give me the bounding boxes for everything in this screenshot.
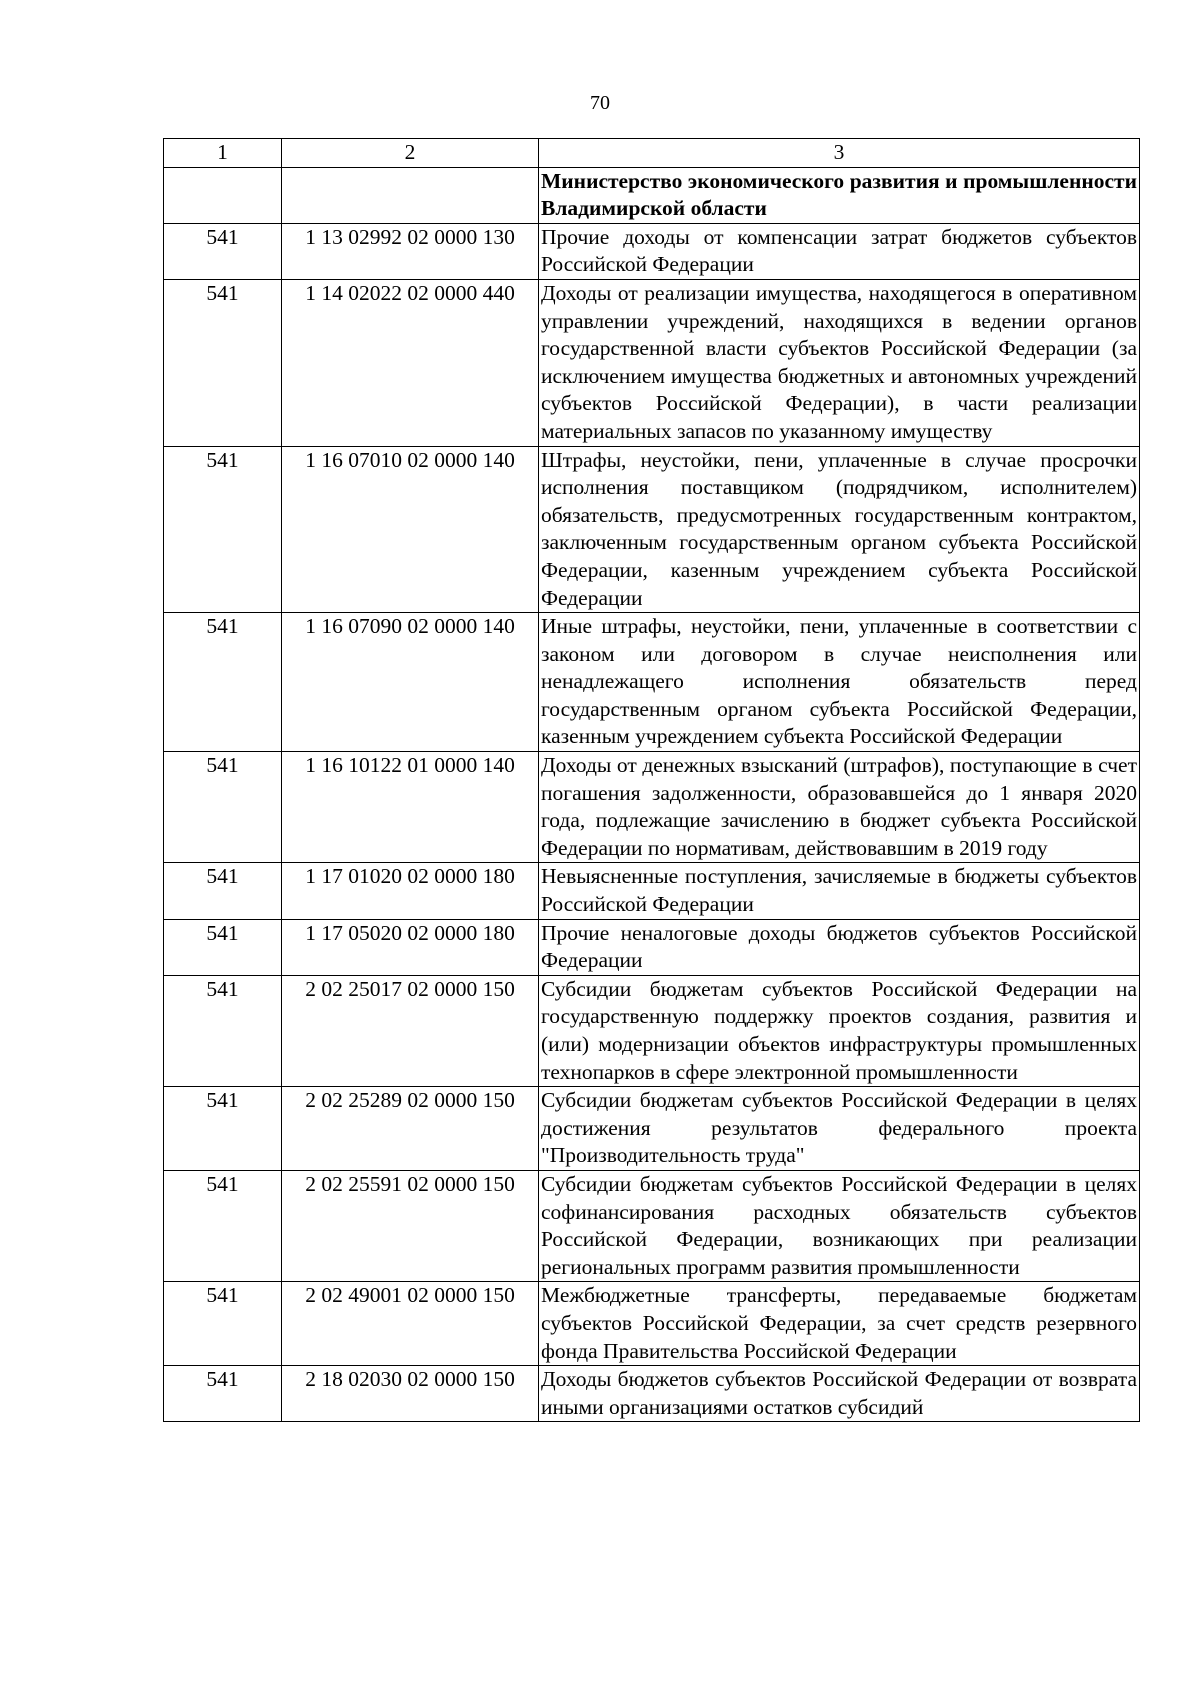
revenue-name-cell: Доходы от реализации имущества, находящегося в оперативном управлении учреждений, находящихся в ведении органов государственной власти субъектов Российской Федерации (за исключением имущества бюджетных и автономных учреждений субъектов Российской Федерации), в части реализации материальных запасов по указанному имуществу	[539, 279, 1140, 446]
table-row	[164, 223, 1140, 279]
column-number-row	[164, 139, 1140, 168]
revenue-name-cell: Штрафы, неустойки, пени, уплаченные в случае просрочки исполнения поставщиком (подрядчиком, исполнителем) обязательств, предусмотренных государственным контрактом, заключенным государственным органом субъекта Российской Федерации, казенным учреждением субъекта Российской Федерации	[539, 446, 1140, 613]
column-number-2: 2	[282, 139, 539, 168]
admin-code-cell: 541	[164, 279, 282, 446]
revenue-code-cell: 1 16 07010 02 0000 140	[282, 446, 539, 613]
revenue-code-cell: 2 02 25591 02 0000 150	[282, 1170, 539, 1281]
section-title: Министерство экономического развития и промышленности Владимирской области	[539, 167, 1140, 223]
revenue-name-cell: Прочие неналоговые доходы бюджетов субъектов Российской Федерации	[539, 919, 1140, 975]
admin-code-cell: 541	[164, 613, 282, 752]
revenue-code-cell: 2 02 25017 02 0000 150	[282, 975, 539, 1086]
revenue-code-cell: 2 02 49001 02 0000 150	[282, 1282, 539, 1366]
table-row	[164, 613, 1140, 752]
section-title-empty-cell	[282, 167, 539, 223]
page-number: 70	[590, 92, 610, 114]
section-title-empty-cell	[164, 167, 282, 223]
revenue-code-cell: 2 02 25289 02 0000 150	[282, 1087, 539, 1171]
revenue-name-cell: Доходы бюджетов субъектов Российской Федерации от возврата иными организациями остатков субсидий	[539, 1366, 1140, 1422]
revenue-name-cell: Субсидии бюджетам субъектов Российской Федерации в целях софинансирования расходных обязательств субъектов Российской Федерации, возникающих при реализации региональных программ развития промышленности	[539, 1170, 1140, 1281]
revenue-name-cell: Невыясненные поступления, зачисляемые в бюджеты субъектов Российской Федерации	[539, 863, 1140, 919]
revenue-name-cell: Субсидии бюджетам субъектов Российской Федерации в целях достижения результатов федерального проекта "Производительность труда"	[539, 1087, 1140, 1171]
admin-code-cell: 541	[164, 752, 282, 863]
revenue-code-cell: 1 16 07090 02 0000 140	[282, 613, 539, 752]
admin-code-cell: 541	[164, 975, 282, 1086]
table-row	[164, 752, 1140, 863]
table-row	[164, 446, 1140, 613]
column-number-3: 3	[539, 139, 1140, 168]
admin-code-cell: 541	[164, 1087, 282, 1171]
table-body	[164, 139, 1140, 1422]
admin-code-cell: 541	[164, 223, 282, 279]
admin-code-cell: 541	[164, 446, 282, 613]
table-row	[164, 279, 1140, 446]
revenue-name-cell: Субсидии бюджетам субъектов Российской Федерации на государственную поддержку проектов создания, развития и (или) модернизации объектов инфраструктуры промышленных технопарков в сфере электронной промышленности	[539, 975, 1140, 1086]
revenue-code-cell: 1 17 05020 02 0000 180	[282, 919, 539, 975]
revenue-name-cell: Иные штрафы, неустойки, пени, уплаченные в соответствии с законом или договором в случае неисполнения или ненадлежащего исполнения обязательств перед государственным органом субъекта Российской Федерации, казенным учреждением субъекта Российской Федерации	[539, 613, 1140, 752]
table-row	[164, 1170, 1140, 1281]
admin-code-cell: 541	[164, 1170, 282, 1281]
revenue-code-cell: 1 17 01020 02 0000 180	[282, 863, 539, 919]
revenue-code-cell: 1 14 02022 02 0000 440	[282, 279, 539, 446]
admin-code-cell: 541	[164, 1366, 282, 1422]
table-row	[164, 1282, 1140, 1366]
table-row	[164, 975, 1140, 1086]
admin-code-cell: 541	[164, 1282, 282, 1366]
admin-code-cell: 541	[164, 919, 282, 975]
revenue-code-cell: 1 16 10122 01 0000 140	[282, 752, 539, 863]
column-number-1: 1	[164, 139, 282, 168]
revenue-name-cell: Доходы от денежных взысканий (штрафов), поступающие в счет погашения задолженности, образовавшейся до 1 января 2020 года, подлежащие зачислению в бюджет субъекта Российской Федерации по нормативам, действовавшим в 2019 году	[539, 752, 1140, 863]
table-row	[164, 1087, 1140, 1171]
section-title-row	[164, 167, 1140, 223]
revenue-name-cell: Межбюджетные трансферты, передаваемые бюджетам субъектов Российской Федерации, за счет средств резервного фонда Правительства Российской Федерации	[539, 1282, 1140, 1366]
revenue-name-cell: Прочие доходы от компенсации затрат бюджетов субъектов Российской Федерации	[539, 223, 1140, 279]
table-row	[164, 1366, 1140, 1422]
table-row	[164, 863, 1140, 919]
revenue-codes-table	[163, 138, 1140, 1422]
table-row	[164, 919, 1140, 975]
admin-code-cell: 541	[164, 863, 282, 919]
revenue-code-cell: 1 13 02992 02 0000 130	[282, 223, 539, 279]
revenue-code-cell: 2 18 02030 02 0000 150	[282, 1366, 539, 1422]
